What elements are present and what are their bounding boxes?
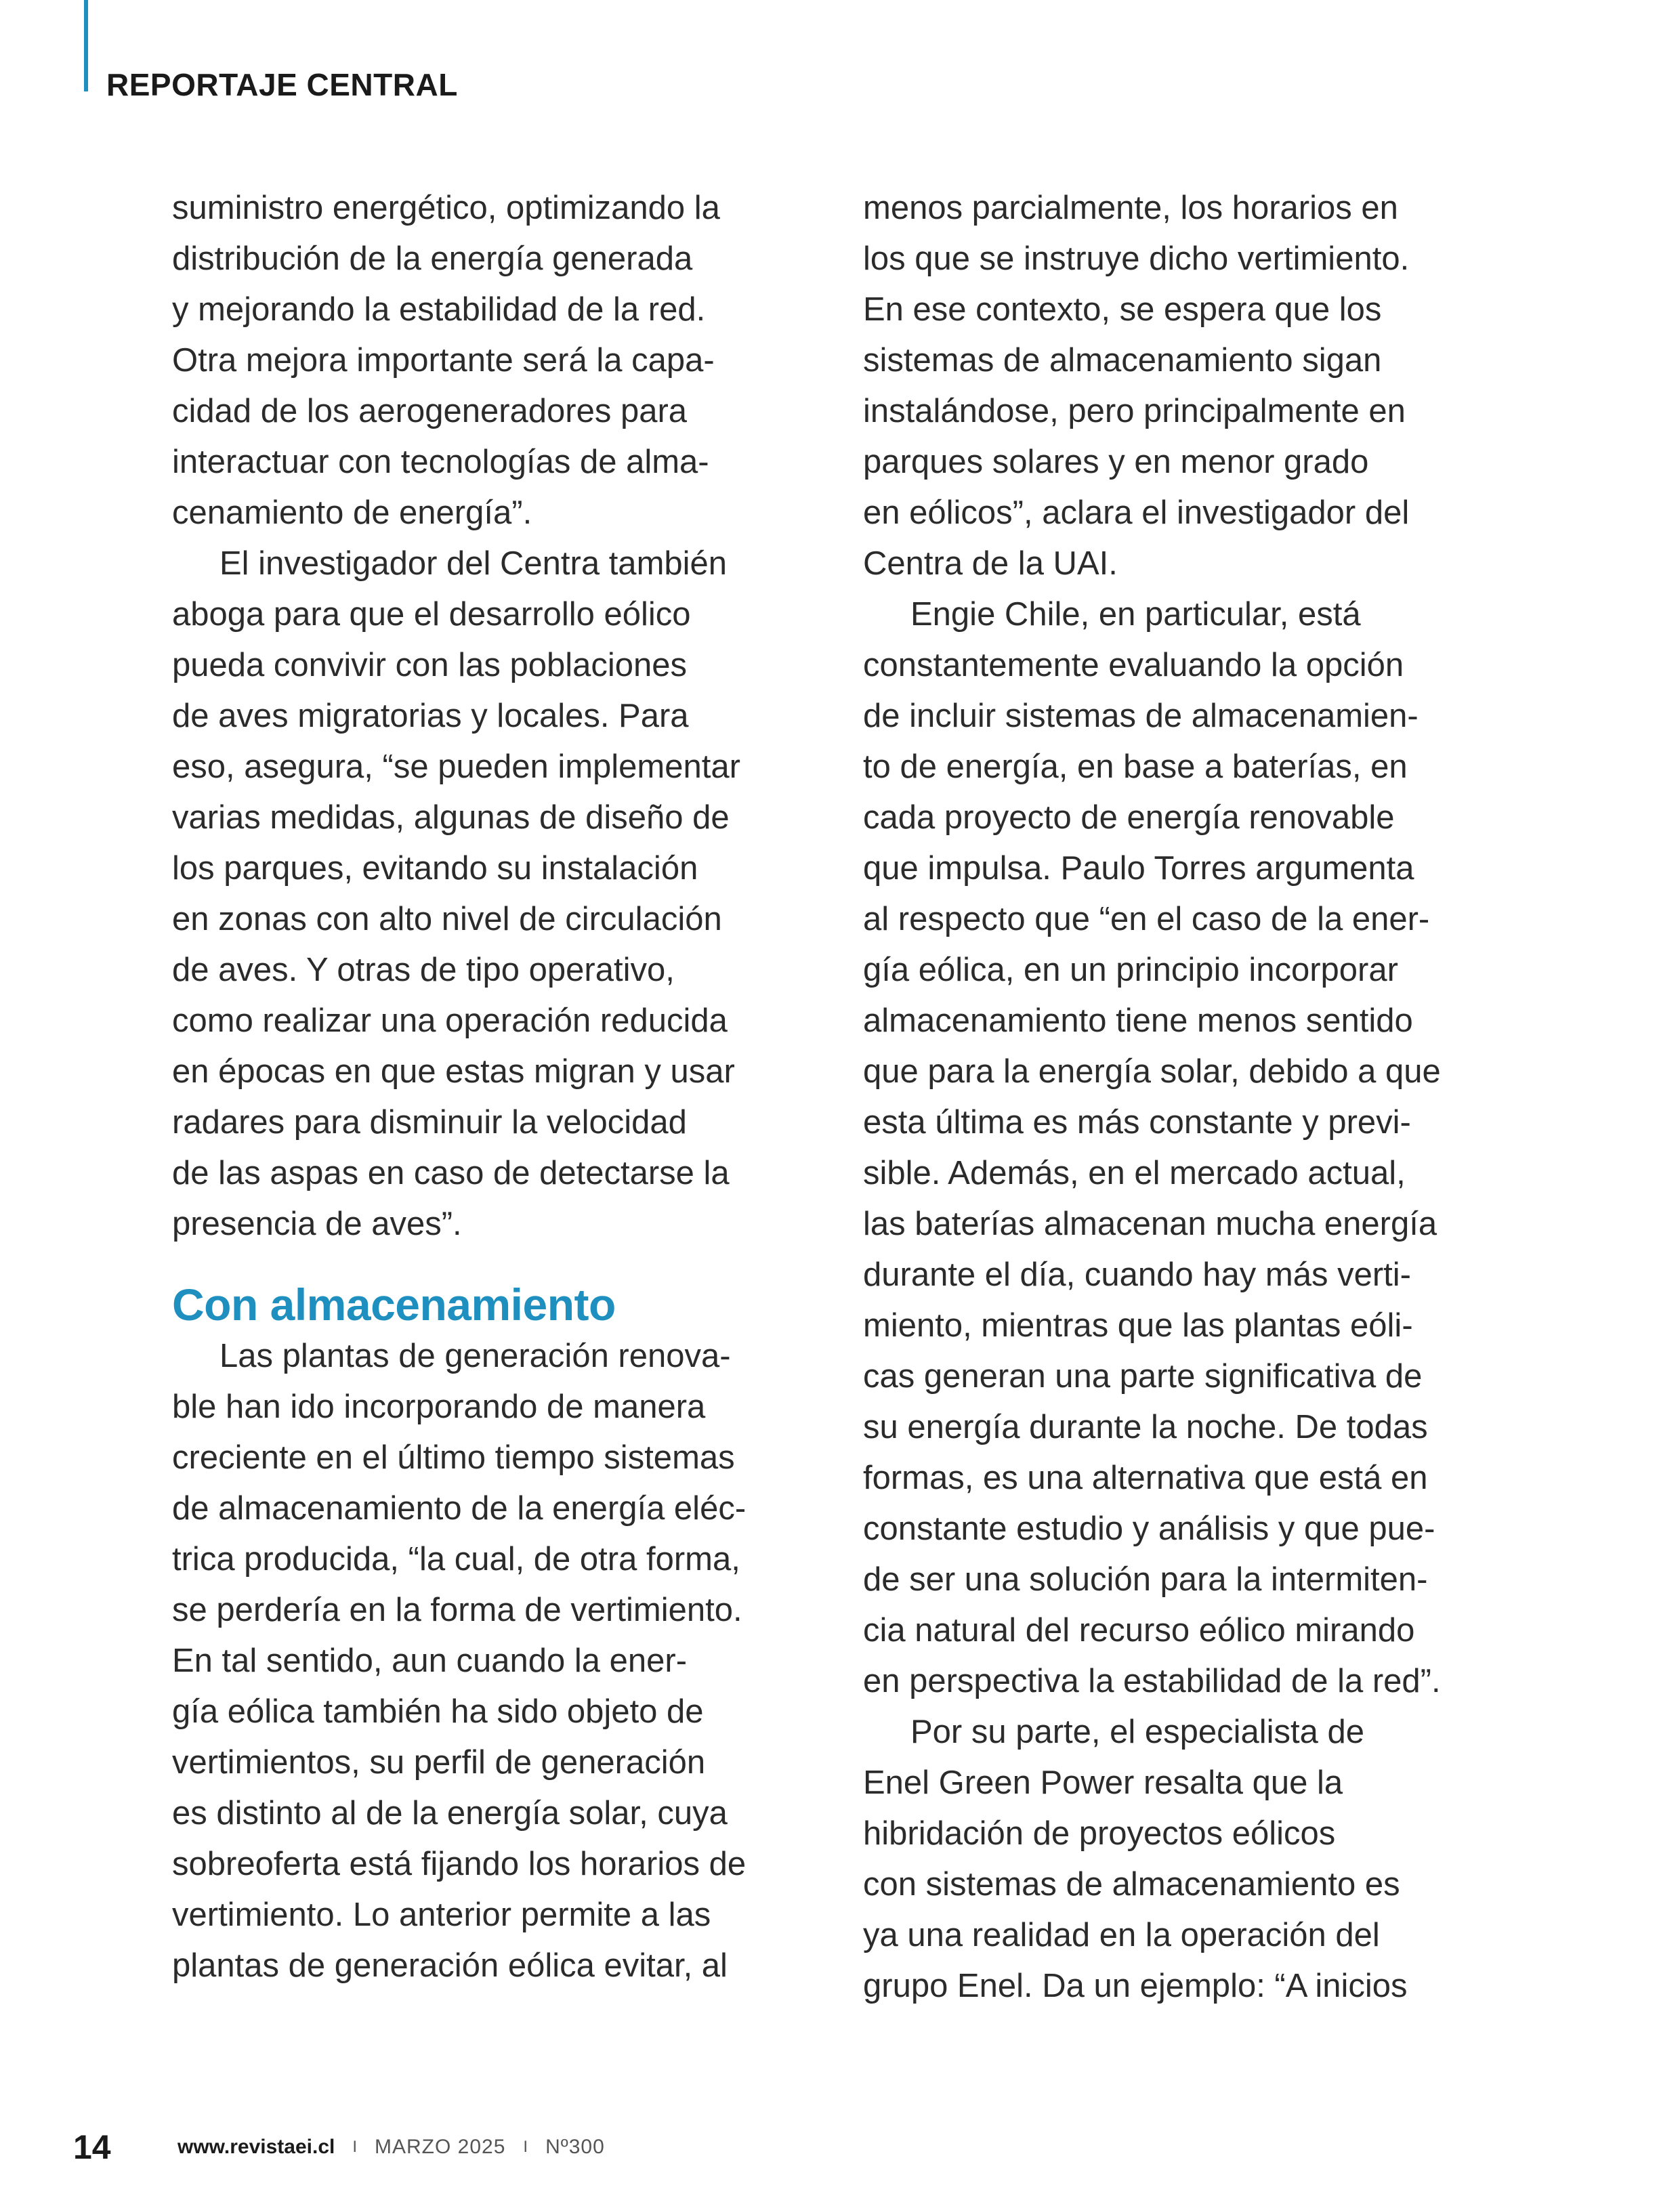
text-line: de incluir sistemas de almacenamien- <box>863 698 1419 734</box>
text-line: instalándose, pero principalmente en <box>863 393 1406 429</box>
text-line: vertimientos, su perfil de generación <box>172 1744 706 1781</box>
footer-website: www.revistaei.cl <box>177 2136 335 2158</box>
text-line: su energía durante la noche. De todas <box>863 1409 1428 1445</box>
text-line: en eólicos”, aclara el investigador del <box>863 494 1410 531</box>
left-column <box>172 183 822 1991</box>
text-line: presencia de aves”. <box>172 1206 462 1242</box>
text-line: en perspectiva la estabilidad de la red”. <box>863 1663 1441 1699</box>
text-line: en zonas con alto nivel de circulación <box>172 901 722 937</box>
text-line: los parques, evitando su instalación <box>172 850 698 887</box>
text-line: de ser una solución para la intermiten- <box>863 1561 1428 1598</box>
text-line: en épocas en que estas migran y usar <box>172 1053 735 1090</box>
text-line: cia natural del recurso eólico mirando <box>863 1612 1415 1649</box>
text-line: como realizar una operación reducida <box>172 1002 728 1039</box>
text-line: vertimiento. Lo anterior permite a las <box>172 1897 711 1933</box>
text-line: los que se instruye dicho vertimiento. <box>863 240 1410 277</box>
text-line: creciente en el último tiempo sistemas <box>172 1439 735 1476</box>
text-line: En ese contexto, se espera que los <box>863 291 1382 328</box>
footer-issue: Nº300 <box>545 2136 605 2158</box>
text-line: ble han ido incorporando de manera <box>172 1389 706 1425</box>
text-line: al respecto que “en el caso de la ener- <box>863 901 1430 937</box>
text-line: esta última es más constante y previ- <box>863 1104 1411 1141</box>
text-line: pueda convivir con las poblaciones <box>172 647 687 683</box>
text-line: El investigador del Centra también <box>219 545 728 582</box>
text-line: formas, es una alternativa que está en <box>863 1460 1428 1496</box>
text-line: de almacenamiento de la energía eléc- <box>172 1490 747 1527</box>
text-line: que impulsa. Paulo Torres argumenta <box>863 850 1414 887</box>
text-line: radares para disminuir la velocidad <box>172 1104 687 1141</box>
text-line: sible. Además, en el mercado actual, <box>863 1155 1406 1191</box>
text-line: Engie Chile, en particular, está <box>910 596 1361 633</box>
text-line: constantemente evaluando la opción <box>863 647 1404 683</box>
text-line: aboga para que el desarrollo eólico <box>172 596 691 633</box>
footer-date: MARZO 2025 <box>375 2136 506 2158</box>
text-line: distribución de la energía generada <box>172 240 693 277</box>
text-line: que para la energía solar, debido a que <box>863 1053 1441 1090</box>
text-line: parques solares y en menor grado <box>863 444 1369 480</box>
text-line: miento, mientras que las plantas eóli- <box>863 1307 1413 1344</box>
text-line: interactuar con tecnologías de alma- <box>172 444 709 480</box>
text-line: cenamiento de energía”. <box>172 494 532 531</box>
text-line: de aves migratorias y locales. Para <box>172 698 689 734</box>
text-line: constante estudio y análisis y que pue- <box>863 1510 1435 1547</box>
text-line: Otra mejora importante será la capa- <box>172 342 715 379</box>
text-line: ya una realidad en la operación del <box>863 1917 1380 1953</box>
text-line: gía eólica, en un principio incorporar <box>863 952 1398 988</box>
text-line: es distinto al de la energía solar, cuya <box>172 1795 728 1832</box>
text-line: de aves. Y otras de tipo operativo, <box>172 952 675 988</box>
text-line: cada proyecto de energía renovable <box>863 799 1395 836</box>
text-line: eso, asegura, “se pueden implementar <box>172 748 740 785</box>
text-line: sobreoferta está fijando los horarios de <box>172 1846 747 1882</box>
text-line: se perdería en la forma de vertimiento. <box>172 1592 742 1628</box>
text-line: hibridación de proyectos eólicos <box>863 1815 1336 1852</box>
text-line: gía eólica también ha sido objeto de <box>172 1693 704 1730</box>
text-line: to de energía, en base a baterías, en <box>863 748 1408 785</box>
text-line: plantas de generación eólica evitar, al <box>172 1947 728 1984</box>
right-column <box>863 183 1513 2012</box>
text-line: y mejorando la estabilidad de la red. <box>172 291 706 328</box>
text-line: de las aspas en caso de detectarse la <box>172 1155 730 1191</box>
text-line: trica producida, “la cual, de otra forma, <box>172 1541 740 1578</box>
text-line: las baterías almacenan mucha energía <box>863 1206 1437 1242</box>
text-line: Por su parte, el especialista de <box>910 1714 1365 1750</box>
page-footer <box>73 2127 605 2167</box>
text-line: varias medidas, algunas de diseño de <box>172 799 730 836</box>
right-column-text <box>863 183 1513 2012</box>
text-line: durante el día, cuando hay más verti- <box>863 1256 1411 1293</box>
page-number: 14 <box>73 2128 111 2166</box>
text-line: En tal sentido, aun cuando la ener- <box>172 1643 688 1679</box>
text-line: cidad de los aerogeneradores para <box>172 393 688 429</box>
text-line: cas generan una parte significativa de <box>863 1358 1423 1395</box>
left-column-bottom-text <box>172 1331 822 1991</box>
text-line: sistemas de almacenamiento sigan <box>863 342 1382 379</box>
text-line: suministro energético, optimizando la <box>172 190 720 226</box>
text-line: con sistemas de almacenamiento es <box>863 1866 1400 1903</box>
section-label: REPORTAJE CENTRAL <box>106 67 458 102</box>
section-accent-bar <box>84 0 88 91</box>
text-line: Las plantas de generación renova- <box>219 1338 731 1374</box>
text-line: almacenamiento tiene menos sentido <box>863 1002 1413 1039</box>
text-line: Centra de la UAI. <box>863 545 1118 582</box>
footer-separator: I <box>523 2138 528 2156</box>
left-column-top-text <box>172 183 822 1250</box>
text-line: menos parcialmente, los horarios en <box>863 190 1398 226</box>
text-line: grupo Enel. Da un ejemplo: “A inicios <box>863 1968 1408 2004</box>
subheading: Con almacenamiento <box>172 1279 616 1330</box>
footer-separator: I <box>352 2138 358 2156</box>
text-line: Enel Green Power resalta que la <box>863 1764 1343 1801</box>
